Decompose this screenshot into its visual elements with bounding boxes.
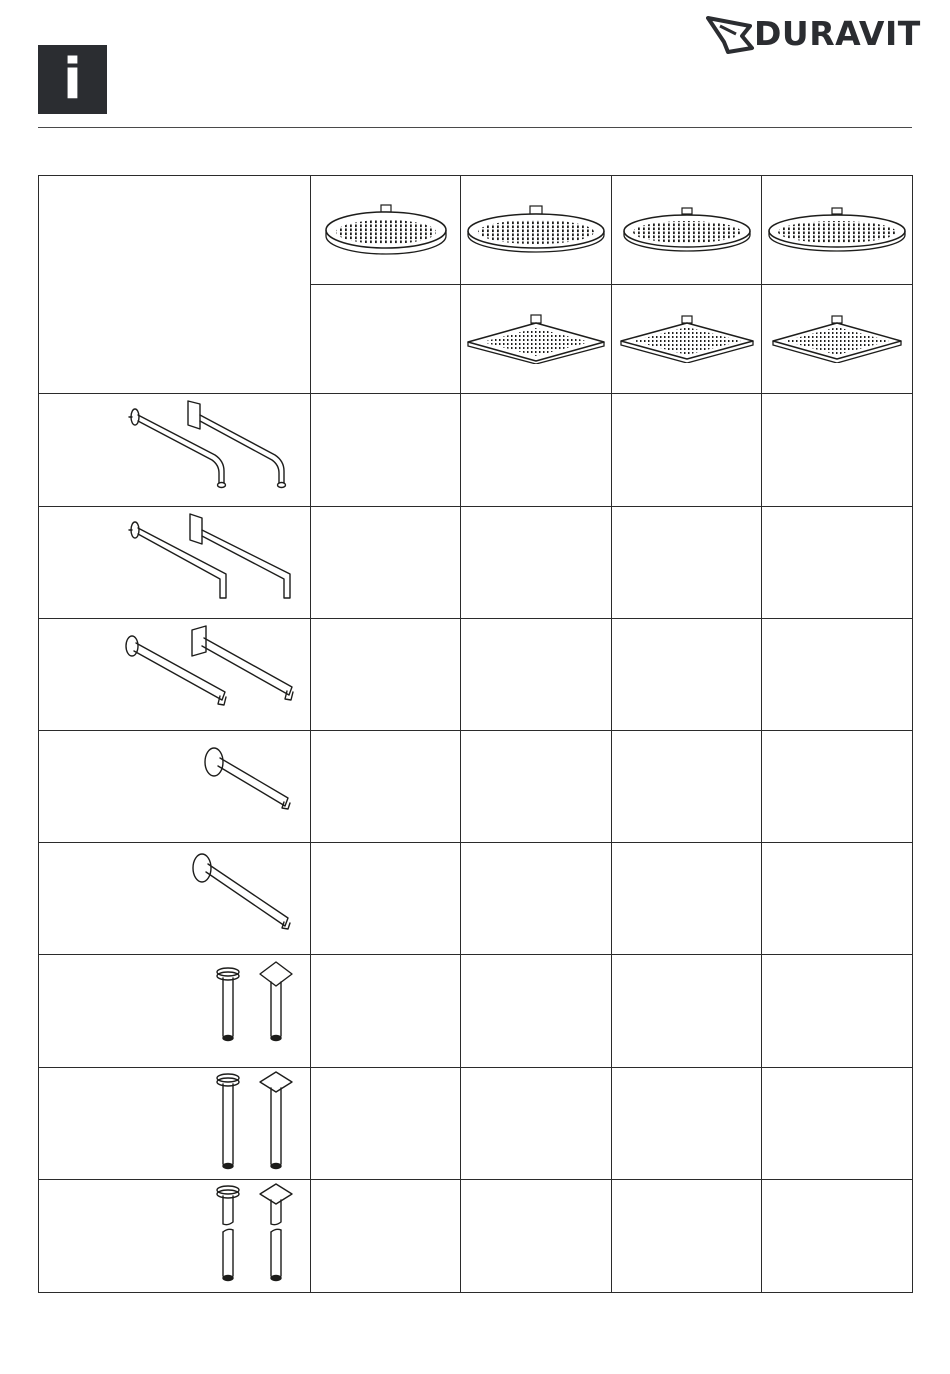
square-shower-head-cell	[612, 285, 762, 394]
table-row	[39, 394, 913, 506]
table-row	[39, 1179, 913, 1292]
compatibility-cell	[311, 1067, 461, 1179]
compatibility-cell	[461, 1179, 612, 1292]
compatibility-cell	[762, 955, 913, 1067]
compatibility-cell	[762, 730, 913, 842]
compatibility-cell	[311, 394, 461, 506]
compatibility-cell	[612, 730, 762, 842]
short-round-wall-shower-arm-icon	[200, 736, 300, 832]
compatibility-cell	[612, 506, 762, 618]
empty-header-cell	[311, 285, 461, 394]
compatibility-cell	[311, 618, 461, 730]
compatibility-cell	[461, 394, 612, 506]
compatibility-cell	[461, 618, 612, 730]
compatibility-table	[38, 175, 913, 1293]
header-divider	[38, 127, 912, 128]
compatibility-cell	[612, 394, 762, 506]
table-corner-cell	[39, 176, 311, 394]
arm-image-cell	[39, 618, 311, 730]
arm-image-cell	[39, 1067, 311, 1179]
compatibility-cell	[461, 730, 612, 842]
square-shower-head-icon	[771, 315, 903, 363]
curved-wall-shower-arm-pair-icon	[120, 399, 300, 495]
compatibility-cell	[612, 1067, 762, 1179]
arm-image-cell	[39, 730, 311, 842]
arm-image-cell	[39, 506, 311, 618]
long-round-wall-shower-arm-icon	[188, 848, 300, 944]
round-shower-head-icon	[324, 204, 448, 256]
compatibility-cell	[762, 394, 913, 506]
table-row	[39, 843, 913, 955]
extendable-ceiling-shower-arm-pair-icon	[210, 1182, 300, 1284]
compatibility-cell	[311, 730, 461, 842]
compatibility-cell	[762, 1179, 913, 1292]
square-shower-head-icon	[466, 314, 606, 364]
brand-name: DURAVIT	[754, 14, 921, 53]
compatibility-cell	[612, 843, 762, 955]
compatibility-cell	[762, 843, 913, 955]
duravit-bird-logo-icon	[706, 12, 756, 58]
round-shower-head-icon	[466, 205, 606, 255]
arm-image-cell	[39, 1179, 311, 1292]
compatibility-cell	[612, 618, 762, 730]
arm-image-cell	[39, 394, 311, 506]
table-row	[39, 506, 913, 618]
brand-logo	[706, 12, 921, 58]
round-shower-head-icon	[767, 207, 907, 253]
compatibility-cell	[311, 843, 461, 955]
table-row	[39, 955, 913, 1067]
compatibility-cell	[762, 618, 913, 730]
compatibility-cell	[461, 843, 612, 955]
compatibility-cell	[612, 955, 762, 1067]
compatibility-cell	[762, 1067, 913, 1179]
compatibility-cell	[311, 506, 461, 618]
compatibility-cell	[461, 955, 612, 1067]
table-row	[39, 730, 913, 842]
straight-wall-shower-arm-pair-icon	[120, 624, 300, 720]
table-row	[39, 618, 913, 730]
compatibility-cell	[612, 1179, 762, 1292]
compatibility-cell	[762, 506, 913, 618]
round-shower-head-cell	[612, 176, 762, 285]
square-shower-head-cell	[762, 285, 913, 394]
table-row	[39, 1067, 913, 1179]
long-ceiling-shower-arm-pair-icon	[210, 1070, 300, 1172]
round-shower-head-cell	[762, 176, 913, 285]
square-shower-head-icon	[619, 315, 755, 363]
table-header-row-round	[39, 176, 913, 285]
round-shower-head-cell	[461, 176, 612, 285]
compatibility-cell	[461, 506, 612, 618]
compatibility-cell	[311, 955, 461, 1067]
angled-wall-shower-arm-pair-icon	[120, 512, 300, 608]
compatibility-cell	[461, 1067, 612, 1179]
info-badge: i	[38, 45, 107, 114]
round-shower-head-icon	[622, 207, 752, 253]
arm-image-cell	[39, 955, 311, 1067]
arm-image-cell	[39, 843, 311, 955]
compatibility-cell	[311, 1179, 461, 1292]
square-shower-head-cell	[461, 285, 612, 394]
short-ceiling-shower-arm-pair-icon	[210, 960, 300, 1056]
round-shower-head-cell	[311, 176, 461, 285]
